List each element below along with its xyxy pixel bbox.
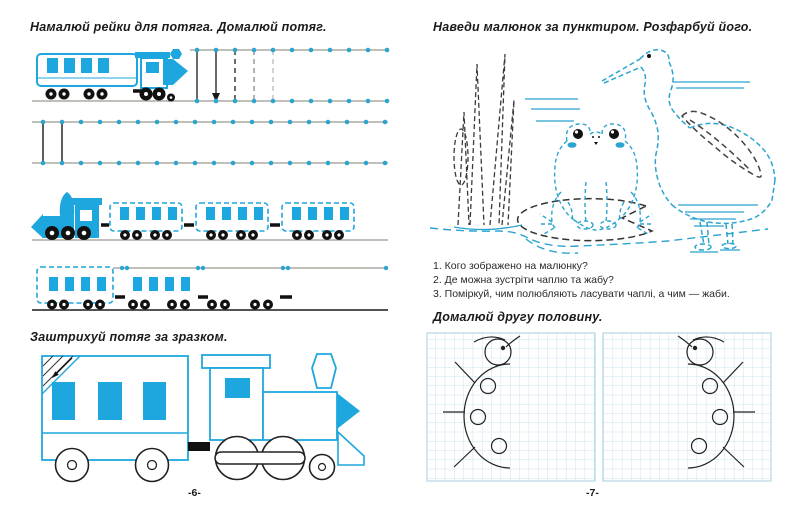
rail-dots [41,120,388,166]
question-2: 2. Де можна зустріти чаплю та жабу? [433,274,614,286]
reeds [454,54,514,225]
question-3: 3. Поміркуй, чим полюбляють ласувати чаплі, а чим — жаби. [433,288,730,300]
page-number-left: -6- [188,487,201,499]
locomotive-icon [31,192,102,240]
right-exercise-title-trace: Наведи малюнок за пунктиром. Розфарбуй його. [433,20,753,34]
pond-trace-picture [428,42,776,258]
rails-row2 [30,112,390,170]
symmetry-grids [426,330,778,484]
page-number-right: -7- [586,487,599,499]
train-sample-icon [37,49,188,102]
left-exercise-title-rails: Намалюй рейки для потяга. Домалюй потяг. [30,20,327,34]
heron-outline [602,50,775,250]
rail-dots [195,48,390,104]
train-and-rails-row1 [30,45,390,107]
big-train-hatch-icon [30,348,375,490]
heron-eye [647,54,651,58]
left-exercise-title-hatch: Заштрихуй потяг за зразком. [30,330,228,344]
dashed-wagons [101,203,354,240]
frog-outline [538,124,654,234]
unfinished-wagons-row4 [30,256,390,314]
right-exercise-title-half: Домалюй другу половину. [433,310,603,324]
tie-arrow [212,50,220,102]
question-1: 1. Кого зображено на малюнку? [433,260,588,272]
train-dashed-wagons-row3 [30,186,390,248]
heron-wing [682,111,761,177]
reeds-base [454,225,522,230]
